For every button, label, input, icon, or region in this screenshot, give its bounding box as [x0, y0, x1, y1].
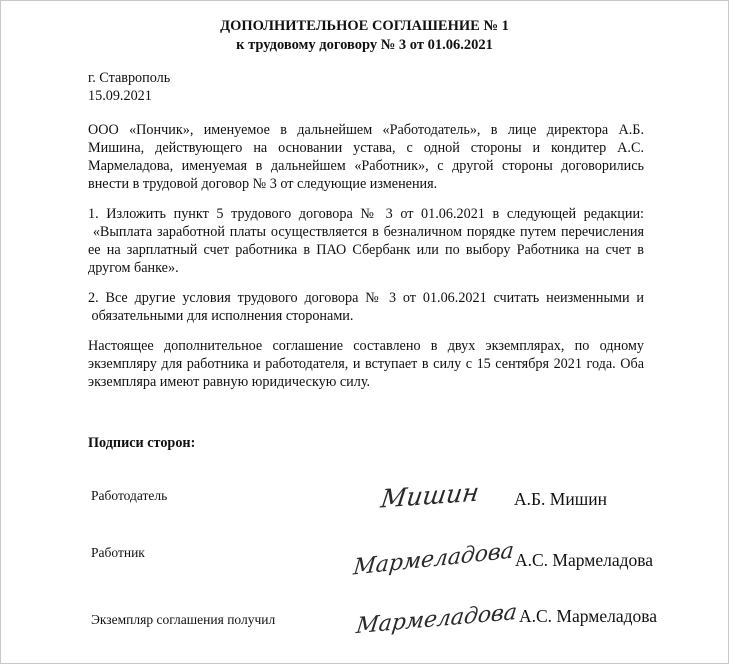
signature-role: Работодатель	[91, 488, 168, 503]
signature-role: Экземпляр соглашения получил	[91, 612, 276, 627]
signatory-name: А.Б. Мишин	[514, 489, 607, 509]
handwritten-signature: Мармеладова	[354, 599, 519, 640]
item1-line: ее на зарплатный счет работника в ПАО Сбербанк или по выбору Работника на счет в	[88, 242, 644, 258]
closing-line: Настоящее дополнительное соглашение составлено в двух экземплярах, по одному	[88, 338, 644, 354]
document-title: ДОПОЛНИТЕЛЬНОЕ СОГЛАШЕНИЕ № 1	[220, 18, 509, 34]
intro-line: внести в трудовой договор № 3 от следующие изменения.	[88, 176, 438, 192]
handwritten-signature: Мишин	[379, 477, 481, 514]
city: г. Ставрополь	[88, 70, 171, 86]
item1-line: другом банке».	[88, 260, 179, 276]
intro-line: Мишина, действующего на основании устава, с одной стороны и кондитер А.С.	[88, 140, 644, 156]
item1-line: 1. Изложить пункт 5 трудового договора № 3 от 01.06.2021 в следующей редакции:	[88, 206, 644, 222]
document-subtitle: к трудовому договору № 3 от 01.06.2021	[236, 37, 493, 53]
signatory-name: А.С. Мармеладова	[519, 606, 658, 626]
handwritten-signature: Мармеладова	[352, 538, 516, 581]
item2-line: обязательными для исполнения сторонами.	[88, 308, 354, 324]
signatory-name: А.С. Мармеладова	[515, 550, 654, 570]
item1-line: «Выплата заработной платы осуществляется в безналичном порядке путем перечисления	[88, 224, 644, 240]
closing-line: экземпляру для работника и работодателя, и вступает в силу с 15 сентября 2021 года. Оба	[88, 356, 644, 372]
signatures-heading: Подписи сторон:	[88, 435, 196, 451]
date: 15.09.2021	[88, 88, 152, 104]
intro-line: ООО «Пончик», именуемое в дальнейшем «Работодатель», в лице директора А.Б.	[88, 122, 644, 138]
intro-line: Мармеладова, именуемая в дальнейшем «Работник», с другой стороны договорились	[88, 158, 644, 174]
signature-role: Работник	[91, 545, 145, 560]
item2-line: 2. Все другие условия трудового договора № 3 от 01.06.2021 считать неизменными и	[88, 290, 644, 306]
closing-line: экземпляра имеют равную юридическую силу.	[88, 374, 371, 390]
